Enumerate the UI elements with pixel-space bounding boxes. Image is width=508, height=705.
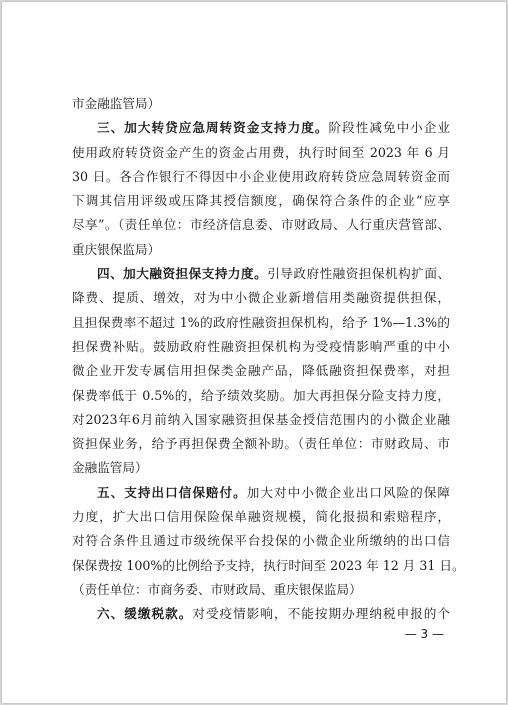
text-line: 且担保费率不超过 1%的政府性融资担保机构，给予 1%—1.3%的 bbox=[72, 314, 450, 330]
text-line: 金融监管局） bbox=[72, 460, 148, 476]
section-heading: 五、支持出口信保赔付。 bbox=[97, 484, 247, 500]
section-heading-line: 三、加大转贷应急周转资金支持力度。阶段性减免中小企业 bbox=[97, 120, 451, 136]
section-heading: 三、加大转贷应急周转资金支持力度。 bbox=[97, 120, 329, 136]
text-line: 担保费补贴。鼓励政府性融资担保机构为受疫情影响严重的中小 bbox=[72, 338, 450, 354]
section-heading-line: 四、加大融资担保支持力度。引导政府性融资担保机构扩面、 bbox=[97, 266, 451, 282]
document-page bbox=[2, 2, 506, 703]
text-line: 使用政府转贷资金产生的资金占用费，执行时间至 2023 年 6 月 bbox=[72, 144, 450, 160]
text-line: 力度，扩大出口信用保险保单融资规模，简化报损和索赔程序， bbox=[72, 509, 450, 525]
text-line: 重庆银保监局） bbox=[72, 241, 161, 257]
text-line: 下调其信用评级或压降其授信额度，确保符合条件的企业“应享 bbox=[72, 193, 450, 209]
page-number: — 3 — bbox=[404, 627, 444, 641]
text-line: 30 日。各合作银行不得因中小企业使用政府转贷应急周转资金而 bbox=[72, 168, 450, 184]
text-line: 降费、提质、增效，对为中小微企业新增信用类融资提供担保， bbox=[72, 290, 450, 306]
section-heading: 四、加大融资担保支持力度。 bbox=[97, 266, 268, 282]
text-line: 保费率低于 0.5%的，给予绩效奖励。加大再担保分险支持力度， bbox=[72, 387, 450, 403]
text-line: 尽享”。（责任单位：市经济信息委、市财政局、人行重庆营管部、 bbox=[72, 217, 450, 233]
text-line: 市金融监管局） bbox=[72, 96, 161, 111]
section-heading-line: 五、支持出口信保赔付。加大对中小微企业出口风险的保障 bbox=[97, 484, 451, 500]
text-line: 资担保业务，给予再担保费全额补助。（责任单位：市财政局、市 bbox=[72, 436, 450, 452]
body-text bbox=[72, 92, 465, 627]
text-line: 对符合条件且通过市级统保平台投保的小微企业所缴纳的出口信 bbox=[72, 533, 450, 549]
text-line: 微企业开发专属信用担保类金融产品，降低融资担保费率，对担 bbox=[72, 363, 450, 379]
text-line: 对2023年6月前纳入国家融资担保基金授信范围内的小微企业融 bbox=[72, 411, 450, 427]
text-line: 保保费按 100%的比例给予支持，执行时间至 2023 年 12 月 31 日。 bbox=[72, 557, 465, 573]
section-heading-line: 六、缓缴税款。对受疫情影响，不能按期办理纳税申报的个 bbox=[97, 606, 451, 622]
text-line: （责任单位：市商务委、市财政局、重庆银保监局） bbox=[72, 581, 362, 597]
section-heading: 六、缓缴税款。 bbox=[97, 606, 193, 622]
